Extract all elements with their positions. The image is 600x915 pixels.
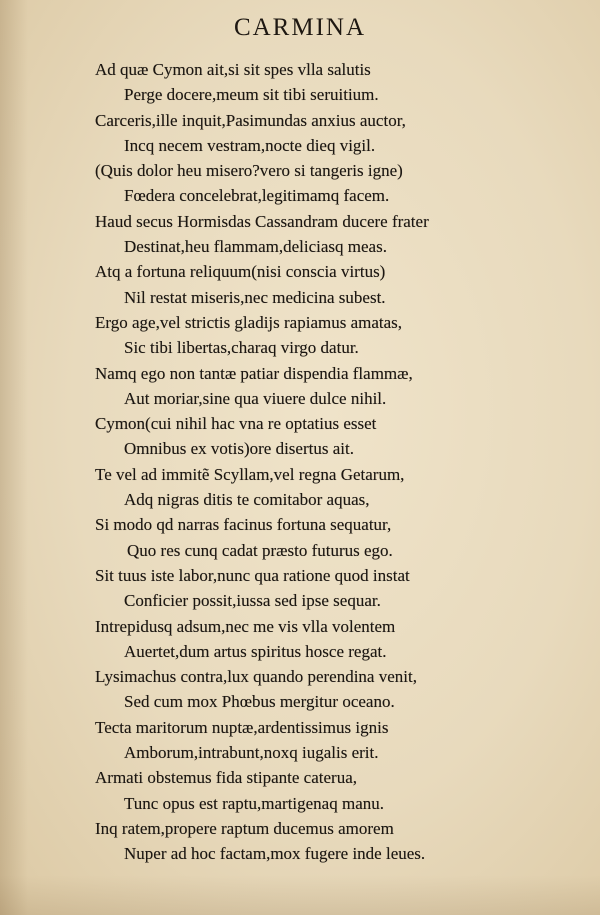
verse-line: Nuper ad hoc factam,mox fugere inde leues. [124, 844, 426, 864]
verse-line: (Quis dolor heu misero?vero si tangeris igne) [95, 161, 403, 181]
verse-line: Sed cum mox Phœbus mergitur oceano. [124, 692, 395, 712]
verse-line: Sic tibi libertas,charaq virgo datur. [124, 338, 359, 358]
verse-line: Te vel ad immitẽ Scyllam,vel regna Getarum, [95, 464, 405, 484]
verse-line: Tecta maritorum nuptæ,ardentissimus ignis [95, 717, 389, 737]
verse-line: Si modo qd narras facinus fortuna sequatur, [95, 515, 392, 535]
verse-line: Sit tuus iste labor,nunc qua ratione quod instat [95, 565, 410, 585]
verse-line: Incq necem vestram,nocte dieq vigil. [124, 135, 376, 155]
verse-line: Auertet,dum artus spiritus hosce regat. [124, 641, 387, 661]
verse-line: Destinat,heu flammam,deliciasq meas. [124, 237, 387, 257]
page-bottom-shadow [0, 875, 600, 915]
verse-line: Perge docere,meum sit tibi seruitium. [124, 85, 379, 105]
verse-line: Cymon(cui nihil hac vna re optatius esset [95, 414, 377, 434]
verse-line: Nil restat miseris,nec medicina subest. [124, 287, 386, 307]
running-title: CARMINA [233, 14, 367, 41]
verse-line: Adq nigras ditis te comitabor aquas, [124, 490, 370, 510]
verse-line: Intrepidusq adsum,nec me vis vlla volentem [95, 616, 396, 636]
verse-line: Lysimachus contra,lux quando perendina venit, [95, 667, 417, 687]
verse-line: Ergo age,vel strictis gladijs rapiamus amatas, [95, 312, 403, 332]
verse-line: Omnibus ex votis)ore disertus ait. [124, 439, 354, 459]
verse-line: Haud secus Hormisdas Cassandram ducere frater [95, 211, 429, 231]
verse-line: Quo res cunq cadat præsto futurus ego. [127, 540, 393, 560]
verse-list [0, 57, 600, 867]
verse-line: Namq ego non tantæ patiar dispendia flammæ, [95, 363, 413, 383]
verse-line: Carceris,ille inquit,Pasimundas anxius auctor, [95, 110, 406, 130]
verse-line: Fœdera concelebrat,legitimamq facem. [124, 186, 390, 206]
verse-line: Tunc opus est raptu,martigenaq manu. [124, 793, 384, 813]
verse-line: Atq a fortuna reliquum(nisi conscia virtus) [95, 262, 386, 282]
verse-line: Inq ratem,propere raptum ducemus amorem [95, 818, 394, 838]
verse-line: Conficier possit,iussa sed ipse sequar. [124, 591, 381, 611]
verse-line: Aut moriar,sine qua viuere dulce nihil. [124, 388, 387, 408]
verse-line: Amborum,intrabunt,noxq iugalis erit. [124, 743, 379, 763]
verse-line: Armati obstemus fida stipante caterua, [95, 768, 357, 788]
verse-line: Ad quæ Cymon ait,si sit spes vlla salutis [95, 60, 371, 79]
